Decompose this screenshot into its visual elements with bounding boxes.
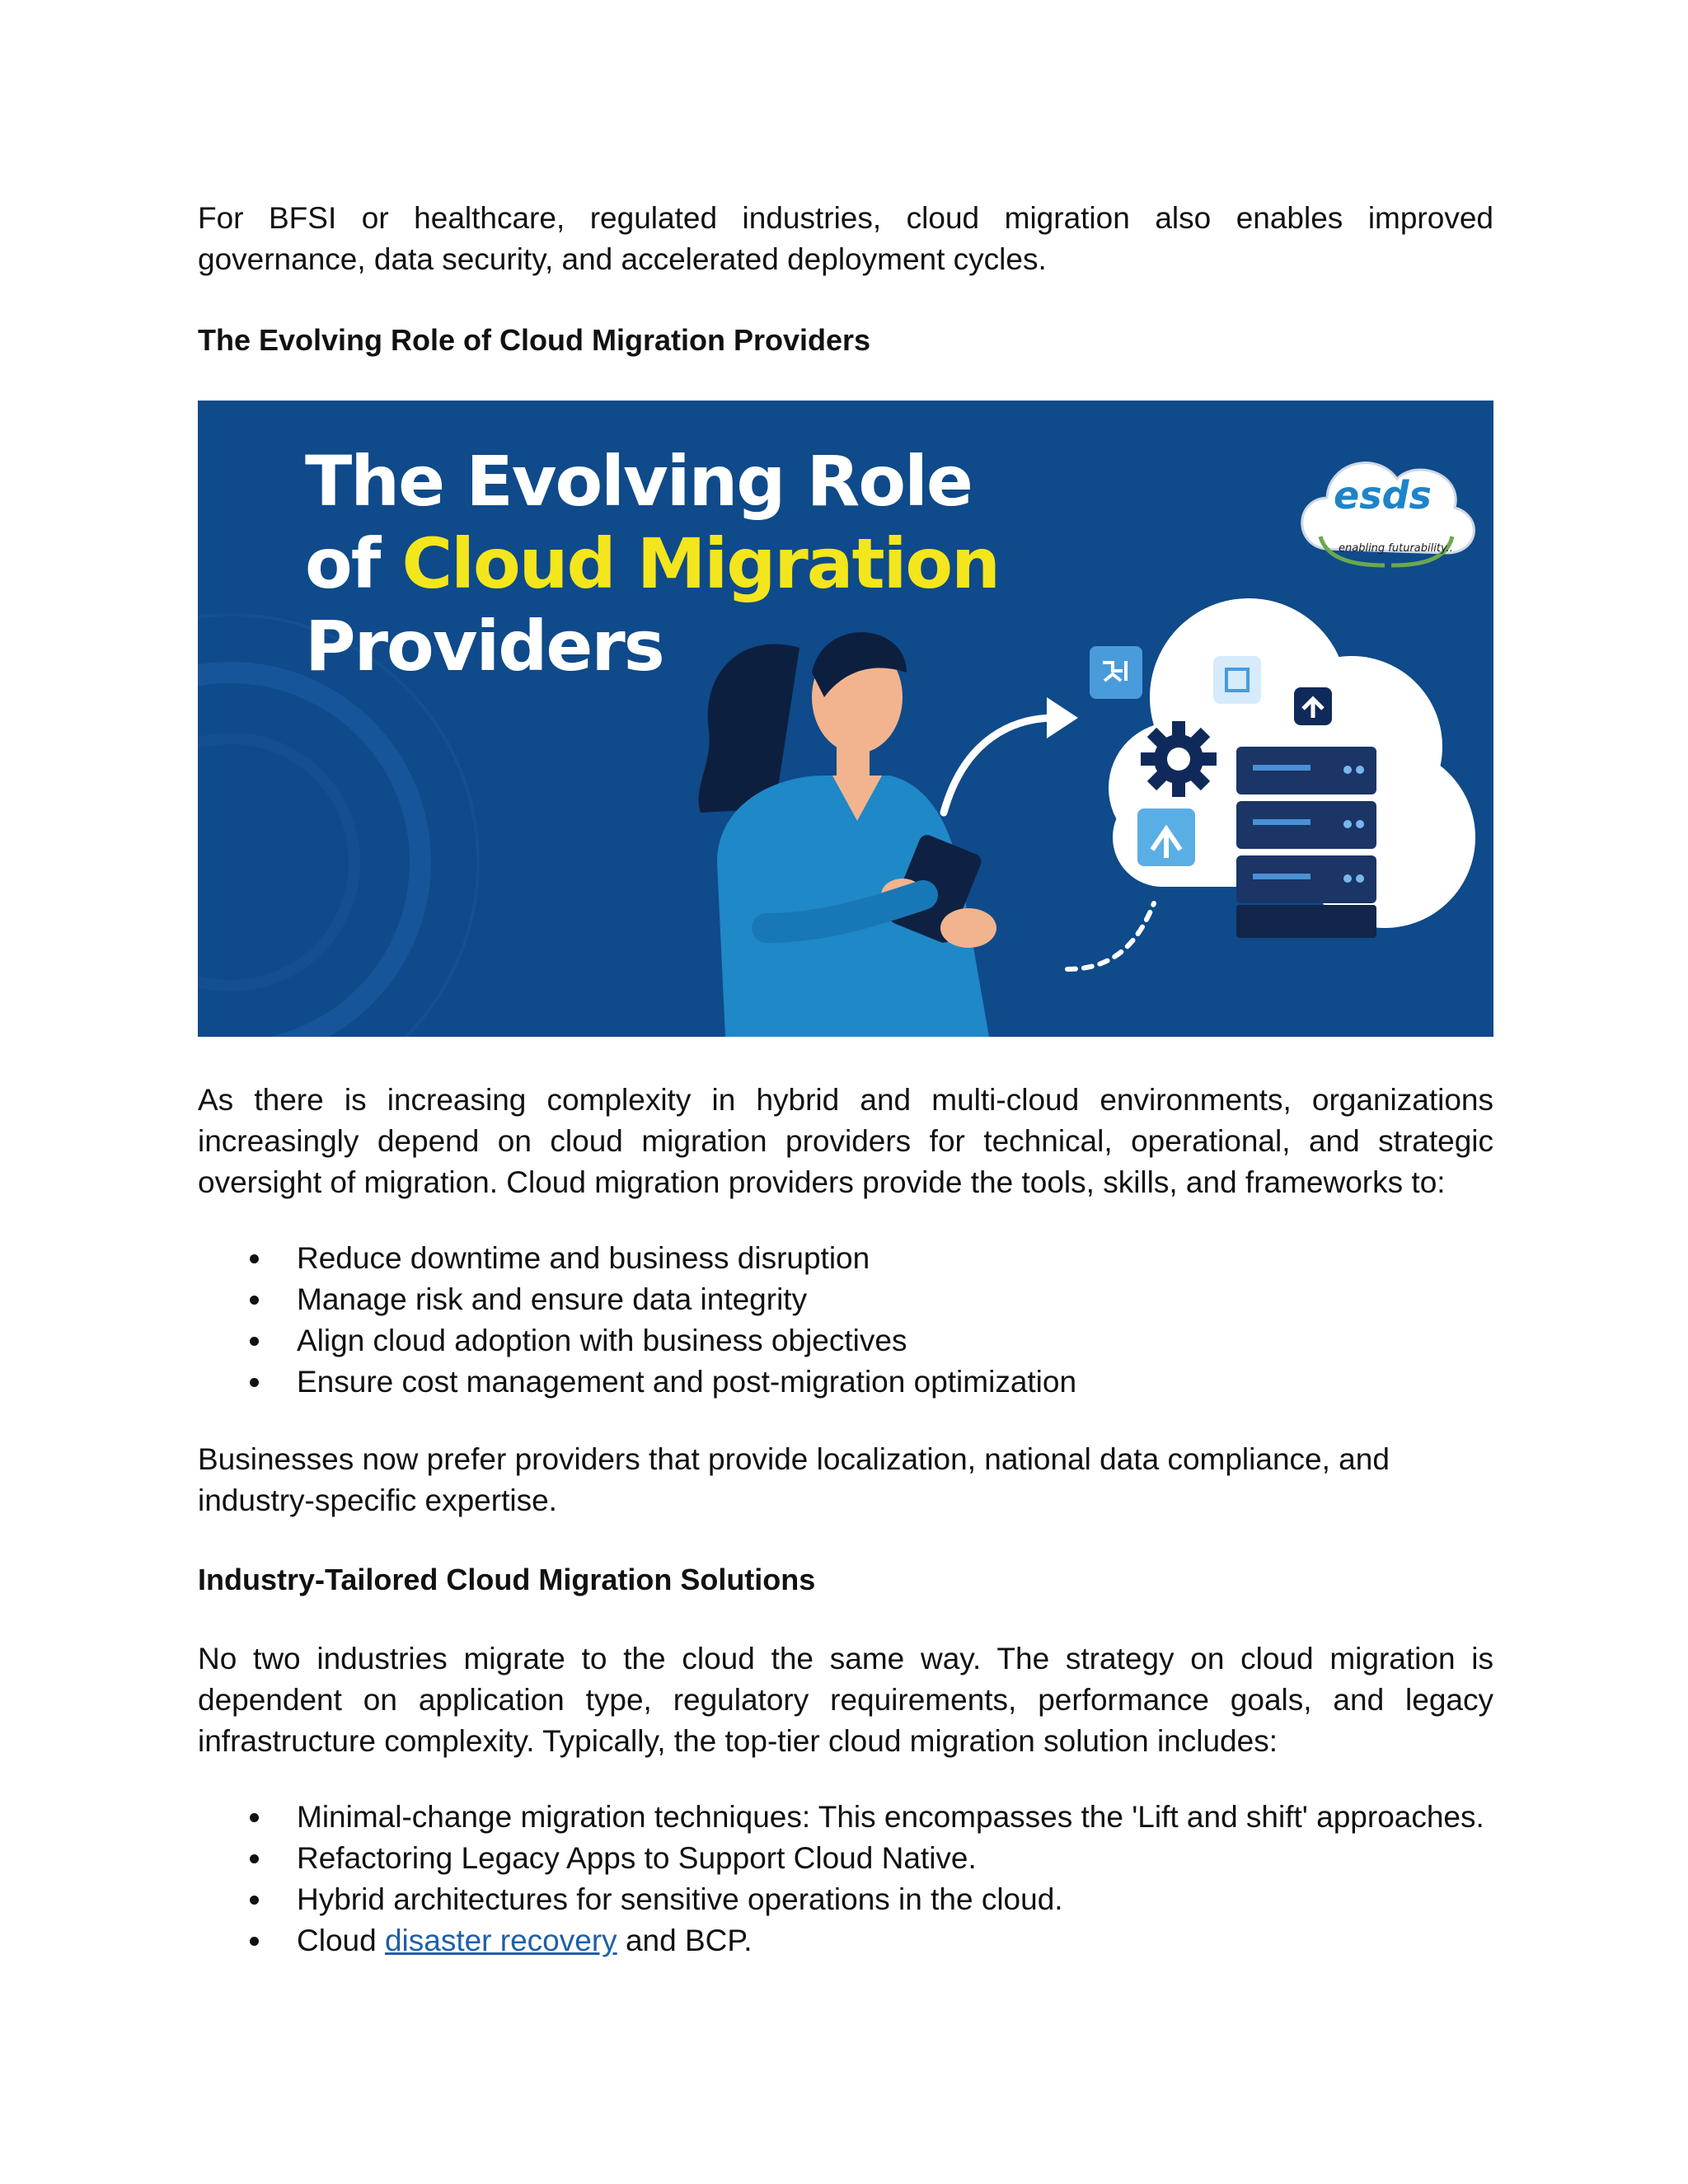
logo-tagline: enabling futurability.. xyxy=(1339,542,1453,555)
person-illustration xyxy=(699,632,996,1037)
banner-title-line3: Providers xyxy=(305,606,663,687)
intro-paragraph: For BFSI or healthcare, regulated industries, cloud migration also enables improved governance, data security, and accelerated deployment cycles. xyxy=(198,201,1493,276)
bullet-icon xyxy=(250,1813,259,1822)
disaster-recovery-link[interactable]: disaster recovery xyxy=(384,1924,617,1957)
list-item: Minimal-change migration techniques: This encompasses the 'Lift and shift' approaches. xyxy=(198,1797,1493,1838)
cloud-illustration xyxy=(1109,598,1475,938)
list-item: Cloud disaster recovery and BCP. xyxy=(198,1920,1493,1961)
document-page xyxy=(198,198,1493,1998)
list-item: Reduce downtime and business disruption xyxy=(198,1238,1493,1279)
bullet-icon xyxy=(250,1296,259,1305)
bullet-icon xyxy=(250,1937,259,1946)
banner-image xyxy=(198,401,1493,1037)
bullet-icon xyxy=(250,1337,259,1346)
bullet-icon xyxy=(250,1254,259,1263)
logo-text: esds xyxy=(1334,473,1432,518)
list-item: Manage risk and ensure data integrity xyxy=(198,1279,1493,1320)
solutions-paragraph: No two industries migrate to the cloud the same way. The strategy on cloud migration is dependent on application type, regulatory requirements, performance goals, and legacy infrastructure complexity. Typically, the top-tier cloud migration solution includes: xyxy=(198,1642,1493,1758)
banner-title-of: of xyxy=(305,523,402,604)
list-item: Ensure cost management and post-migration optimization xyxy=(198,1361,1493,1403)
solutions-bullet-list xyxy=(198,1797,1493,1961)
bullet-icon xyxy=(250,1378,259,1387)
list-item: Refactoring Legacy Apps to Support Cloud Native. xyxy=(198,1838,1493,1879)
banner-title-line2 xyxy=(305,523,1047,605)
bullet-icon xyxy=(250,1854,259,1863)
list-item: Hybrid architectures for sensitive operations in the cloud. xyxy=(198,1879,1493,1920)
banner-title-line1: The Evolving Role xyxy=(305,441,972,522)
providers-paragraph: As there is increasing complexity in hybrid and multi-cloud environments, organizations increasingly depend on cloud migration providers for technical, operational, and strategic oversight of migration. Cloud migration providers provide the tools, skills, and frameworks to: xyxy=(198,1083,1493,1199)
list-item: Align cloud adoption with business objectives xyxy=(198,1320,1493,1361)
section-heading-solutions: Industry-Tailored Cloud Migration Solutions xyxy=(198,1563,816,1596)
section-heading-providers: The Evolving Role of Cloud Migration Providers xyxy=(198,323,871,357)
banner-title-highlight: Cloud Migration xyxy=(401,523,999,604)
providers-bullet-list xyxy=(198,1238,1493,1403)
banner-title xyxy=(305,440,1047,687)
providers-closing-paragraph: Businesses now prefer providers that provide localization, national data compliance, and industry-specific expertise. xyxy=(198,1442,1390,1517)
bullet-icon xyxy=(250,1896,259,1905)
